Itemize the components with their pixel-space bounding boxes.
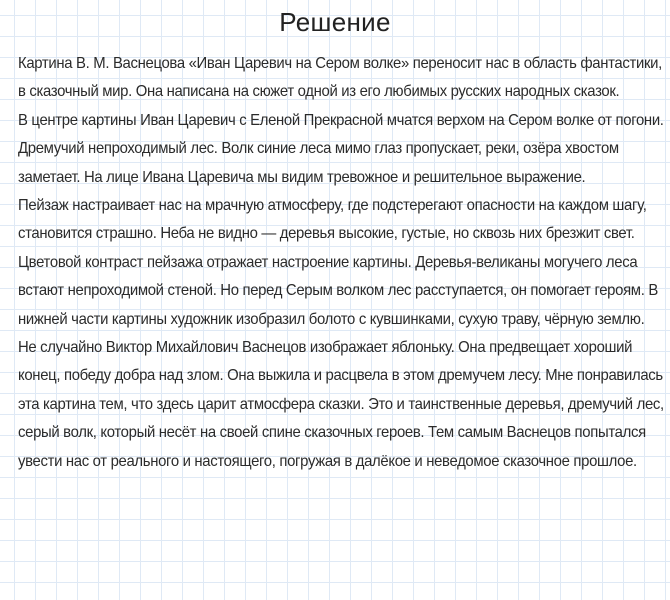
paragraph-landscape: Пейзаж настраивает нас на мрачную атмосферу, где подстерегают опасности на каждом шагу, становится страшно. Неба не видно — деревья высокие, густые, но сквозь них брезжит свет. Цветовой контраст пейзажа отражает настроение картины. Деревья-великаны могучего леса встают непроходимой стеной. Но перед Серым волком лес расступается, он помогает героям. В нижней части картины художник изобразил болото с кувшинками, сухую траву, чёрную землю.	[18, 197, 658, 328]
solution-text	[18, 50, 669, 476]
page-title: Решение	[279, 7, 391, 37]
paragraph-center: В центре картины Иван Царевич с Еленой Прекрасной мчатся верхом на Сером волке от погони. Дремучий непроходимый лес. Волк синие леса мимо глаз пропускает, реки, озёра хвостом заметает. На лице Ивана Царевича мы видим тревожное и решительное выражение.	[18, 111, 664, 186]
paragraph-intro: Картина В. М. Васнецова «Иван Царевич на Сером волке» переносит нас в область фантастики, в сказочный мир. Она написана на сюжет одной из его любимых русских народных сказок.	[18, 55, 662, 101]
paragraph-conclusion: Не случайно Виктор Михайлович Васнецов изображает яблоньку. Она предвещает хороший конец, победу добра над злом. Она выжила и расцвела в этом дремучем лесу. Мне понравилась эта картина тем, что здесь царит атмосфера сказки. Это и таинственные деревья, дремучий лес, серый волк, который несёт на своей спине сказочных героев. Тем самым Васнецов попытался увести нас от реального и настоящего, погружая в далёкое и неведомое сказочное прошлое.	[18, 339, 664, 470]
